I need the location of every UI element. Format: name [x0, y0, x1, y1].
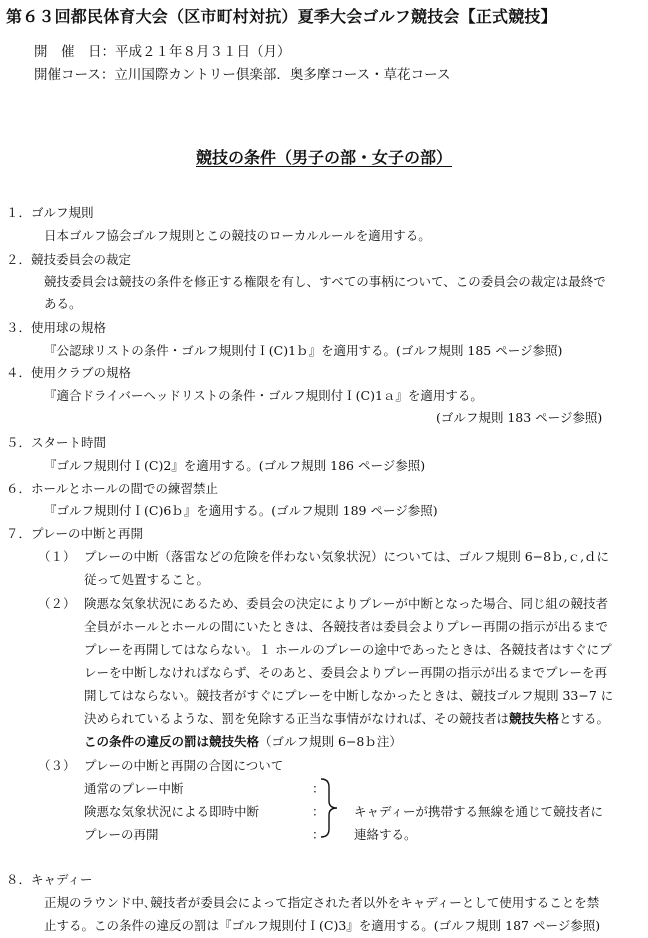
document-title: 第６３回都民体育大会（区市町村対抗）夏季大会ゴルフ競技会【正式競技】	[6, 7, 557, 26]
signal-colon: ：	[312, 781, 325, 796]
section-2-line2: ある。	[44, 296, 82, 311]
section-6-text: 『ゴルフ規則付Ｉ(C)6ｂ』を適用する。(ゴルフ規則 189 ページ参照)	[44, 503, 438, 518]
subsection-2-line3: プレーを再開してはならない。１ ホールのプレーの途中であったときは、各競技者はすぐにプ	[84, 642, 612, 657]
penalty-reference: （ゴルフ規則 6−8ｂ注）	[259, 734, 402, 749]
section-4-ref: (ゴルフ規則 183 ページ参照)	[436, 410, 603, 425]
section-6-title: ６．ホールとホールの間での練習禁止	[6, 481, 219, 496]
subsection-1-number: （１）	[38, 549, 76, 564]
line6-end: とする。	[559, 711, 610, 726]
section-2-title: ２．競技委員会の裁定	[6, 252, 132, 267]
subsection-3-number: （３）	[38, 758, 76, 773]
section-2-line1: 競技委員会は競技の条件を修正する権限を有し、すべての事柄について、この委員会の裁定は最終で	[44, 274, 606, 289]
section-5-title: ５．スタート時間	[6, 435, 107, 450]
subsection-3-title: プレーの中断と再開の合図について	[84, 758, 284, 773]
section-8-title: ８．キャディー	[6, 872, 93, 887]
section-4-title: ４．使用クラブの規格	[6, 365, 132, 380]
disqualification-bold: 競技失格	[509, 711, 560, 726]
subsection-2-line5: 開してはならない。競技者がすぐにプレーを中断しなかったときは、競技ゴルフ規則 33−7 に	[84, 688, 614, 703]
signal-colon: ：	[312, 804, 325, 819]
section-7-title: ７．プレーの中断と再開	[6, 526, 144, 541]
line6-text: 決められているような、罰を免除する正当な事情がなければ、その競技者は	[84, 711, 510, 726]
event-course: 開催コース：立川国際カントリー倶楽部．奥多摩コース・草花コース	[34, 67, 451, 83]
subsection-2-line1: 険悪な気象状況にあるため、委員会の決定によりプレーが中断となった場合、同じ組の競技者	[84, 596, 609, 611]
section-8-line1: 正規のラウンド中､競技者が委員会によって指定された者以外をキャディーとして使用することを禁	[44, 895, 600, 910]
section-heading: 競技の条件（男子の部・女子の部）	[196, 148, 453, 167]
section-8-line2: 止する。この条件の違反の罰は『ゴルフ規則付Ｉ(C)3』を適用する。(ゴルフ規則 187 ページ参照)	[44, 918, 601, 933]
section-3-text: 『公認球リストの条件・ゴルフ規則付Ｉ(C)1ｂ』を適用する。(ゴルフ規則 185 ページ参照)	[44, 343, 563, 358]
section-5-text: 『ゴルフ規則付Ｉ(C)2』を適用する。(ゴルフ規則 186 ページ参照)	[44, 458, 426, 473]
subsection-2-line4: レーを中断しなければならず、そのあと、委員会よりプレー再開の指示が出るまでプレーを再	[84, 665, 608, 680]
section-1-text: 日本ゴルフ協会ゴルフ規則とこの競技のローカルルールを適用する。	[44, 228, 431, 243]
signal-resumption: プレーの再開	[84, 827, 159, 842]
subsection-2-number: （２）	[38, 596, 76, 611]
signal-immediate-suspension: 険悪な気象状況による即時中断	[84, 804, 260, 819]
signal-colon: ：	[312, 827, 325, 842]
section-3-title: ３．使用球の規格	[6, 320, 107, 335]
section-1-title: １．ゴルフ規則	[6, 205, 94, 220]
subsection-2-line6	[84, 709, 609, 727]
subsection-1-line2: 従って処置すること。	[84, 572, 210, 587]
penalty-line	[84, 732, 402, 750]
event-date: 開 催 日：平成２１年８月３１日（月）	[34, 44, 291, 60]
penalty-bold: この条件の違反の罰は競技失格	[84, 734, 260, 749]
right-brace-icon	[318, 777, 342, 839]
signal-normal-suspension: 通常のプレー中断	[84, 781, 184, 796]
signal-note-line1: キャディーが携帯する無線を通じて競技者に	[354, 804, 604, 819]
signal-note-line2: 連絡する。	[354, 827, 417, 842]
subsection-2-line2: 全員がホールとホールの間にいたときは、各競技者は委員会よりプレー再開の指示が出るまで	[84, 619, 609, 634]
section-4-text: 『適合ドライバーヘッドリストの条件・ゴルフ規則付Ｉ(C)1ａ』を適用する。	[44, 388, 483, 403]
subsection-1-line1: プレーの中断（落雷などの危険を伴わない気象状況）については、ゴルフ規則 6−8ｂ,ｃ,ｄに	[84, 549, 610, 564]
